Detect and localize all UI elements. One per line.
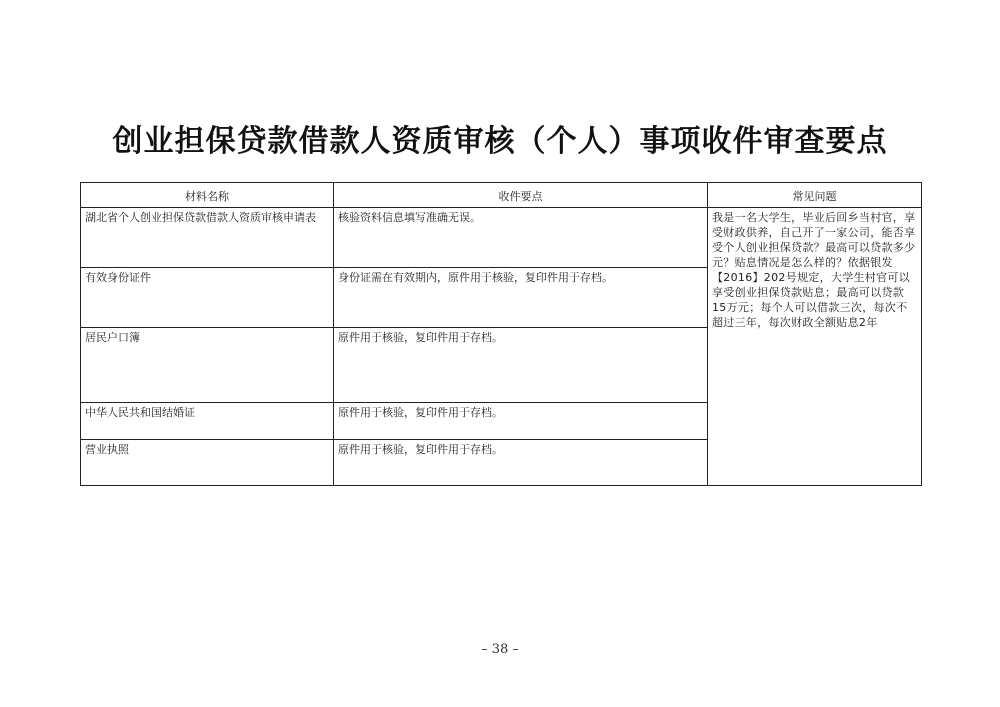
document-title: 创业担保贷款借款人资质审核（个人）事项收件审查要点 <box>112 124 888 159</box>
material-name-cell: 有效身份证件 <box>81 268 334 328</box>
material-name-cell: 中华人民共和国结婚证 <box>81 403 334 440</box>
common-questions-cell: 我是一名大学生，毕业后回乡当村官，享受财政供养，自己开了一家公司，能否享受个人创业担保贷款？最高可以贷款多少元？贴息情况是怎么样的？依据银发【2016】202号规定，大学生村官可以享受创业担保贷款贴息；最高可以贷款15万元；每个人可以借款三次，每次不超过三年，每次财政全额贴息2年 <box>708 208 922 486</box>
table-row <box>81 208 922 268</box>
collection-point-cell: 身份证需在有效期内，原件用于核验，复印件用于存档。 <box>334 268 708 328</box>
material-name-cell: 湖北省个人创业担保贷款借款人资质审核申请表 <box>81 208 334 268</box>
header-material-name: 材料名称 <box>81 183 334 208</box>
collection-point-cell: 原件用于核验，复印件用于存档。 <box>334 440 708 486</box>
collection-point-cell: 原件用于核验，复印件用于存档。 <box>334 403 708 440</box>
table-header-row <box>81 183 922 208</box>
collection-point-cell: 核验资料信息填写准确无误。 <box>334 208 708 268</box>
page-number: – 38 – <box>481 642 519 657</box>
header-collection-points: 收件要点 <box>334 183 708 208</box>
material-name-cell: 居民户口簿 <box>81 328 334 403</box>
collection-point-cell: 原件用于核验，复印件用于存档。 <box>334 328 708 403</box>
material-name-cell: 营业执照 <box>81 440 334 486</box>
review-points-table <box>80 182 922 486</box>
header-common-questions: 常见问题 <box>708 183 922 208</box>
